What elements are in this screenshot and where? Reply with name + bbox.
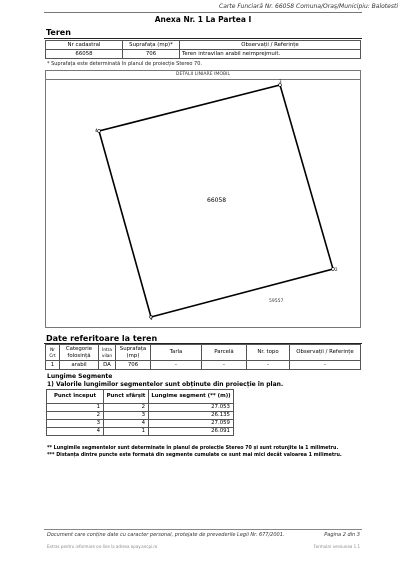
table-row <box>47 420 234 428</box>
table-row <box>46 50 361 59</box>
seg-start: 4 <box>47 428 104 436</box>
cf-header-line: Carte Funciară Nr. 66058 Comuna/Oraș/Municipiu: Balotesti <box>219 3 398 10</box>
vertex-point <box>279 84 282 87</box>
cell-topo: - <box>247 361 290 370</box>
col-observatii: Observații / Referințe <box>180 41 361 50</box>
vertex-point <box>332 268 335 271</box>
col-punct-inceput: Punct început <box>47 390 104 404</box>
ref-header-row <box>46 345 361 361</box>
footer-doc-note: Document care conține date cu caracter personal, protejate de prevederile Legii Nr. 677/2001. <box>47 532 285 538</box>
seg-end: 1 <box>104 428 149 436</box>
cell-cad: 66058 <box>46 50 123 59</box>
segments-note-1: ** Lungimile segmentelor sunt determinate în planul de proiecție Stereo 70 și sunt rotunjite la 1 milimetru. <box>47 446 339 451</box>
table-row <box>47 404 234 412</box>
table-row <box>47 428 234 436</box>
table-row <box>47 412 234 420</box>
teren-rule <box>44 38 362 39</box>
cell-categorie: arabil <box>60 361 99 370</box>
seg-length: 26.091 <box>149 428 234 436</box>
cell-parcela: - <box>202 361 247 370</box>
header-divider <box>44 12 362 13</box>
ref-section-title: Date referitoare la teren <box>46 334 158 343</box>
segments-header-row <box>47 390 234 404</box>
parcel-plan <box>45 70 361 328</box>
cell-area: 706 <box>123 50 180 59</box>
cell-suprafata: 706 <box>116 361 151 370</box>
table-row <box>46 361 361 370</box>
anexa-title: Anexa Nr. 1 La Partea I <box>154 15 252 24</box>
segments-title: Lungime Segmente <box>47 373 113 380</box>
seg-end: 3 <box>104 412 149 420</box>
footer-extras-note: Extras pentru informare on-line la adresa epay.ancpi.ro <box>47 544 158 549</box>
col-tarla: Tarla <box>151 345 202 361</box>
vertex-label: 2 <box>335 267 338 272</box>
segments-note-2: *** Distanța dintre puncte este formată din segmente cumulate ce sunt mai mici decât valoarea 1 milimetru. <box>47 453 342 458</box>
teren-header-row <box>46 41 361 50</box>
cell-obs: Teren intravilan arabil neimprejmuit. <box>180 50 361 59</box>
plan-title: DETALII LINIARE IMOBIL <box>175 72 231 77</box>
col-punct-sfarsit: Punct sfârșit <box>104 390 149 404</box>
neighbor-label: 59557 <box>269 299 284 304</box>
vertex-label: 3 <box>279 79 282 84</box>
footer-version: Formular versiunea 1.1 <box>313 544 360 549</box>
seg-length: 26.135 <box>149 412 234 420</box>
cell-obs-ref: - <box>290 361 361 370</box>
teren-table <box>45 40 361 59</box>
col-nr-topo: Nr. topo <box>247 345 290 361</box>
cell-tarla: - <box>151 361 202 370</box>
col-parcela: Parcelă <box>202 345 247 361</box>
col-nr-crt: Nr Crt <box>46 345 60 361</box>
col-suprafata-mp: Suprafața (mp) <box>116 345 151 361</box>
col-intravilan: Intra vilan <box>99 345 116 361</box>
col-suprafata: Suprafața (mp)* <box>123 41 180 50</box>
col-observatii-ref: Observații / Referințe <box>290 345 361 361</box>
teren-note: * Suprafața este determinată în planul de proiecție Stereo 70. <box>47 61 203 67</box>
seg-start: 2 <box>47 412 104 420</box>
seg-start: 3 <box>47 420 104 428</box>
segments-subtitle: 1) Valorile lungimilor segmentelor sunt obținute din proiecție în plan. <box>47 381 284 388</box>
vertex-label: 1 <box>150 316 153 321</box>
seg-start: 1 <box>47 404 104 412</box>
cell-nr: 1 <box>46 361 60 370</box>
seg-length: 27.059 <box>149 420 234 428</box>
parcel-label: 66058 <box>207 197 227 204</box>
col-categorie: Categorie folosință <box>60 345 99 361</box>
ref-table <box>45 344 361 370</box>
col-lungime: Lungime segment (** (m)) <box>149 390 234 404</box>
cell-intravilan: DA <box>99 361 116 370</box>
seg-length: 27.053 <box>149 404 234 412</box>
plan-drawing <box>46 71 362 329</box>
seg-end: 2 <box>104 404 149 412</box>
segments-table <box>46 389 234 436</box>
vertex-label: 4 <box>95 128 98 133</box>
footer-page-number: Pagina 2 din 3 <box>324 532 360 538</box>
vertex-point <box>98 130 101 133</box>
footer-divider <box>44 529 362 530</box>
teren-section-title: Teren <box>46 28 71 37</box>
col-nr-cadastral: Nr cadastral <box>46 41 123 50</box>
seg-end: 4 <box>104 420 149 428</box>
